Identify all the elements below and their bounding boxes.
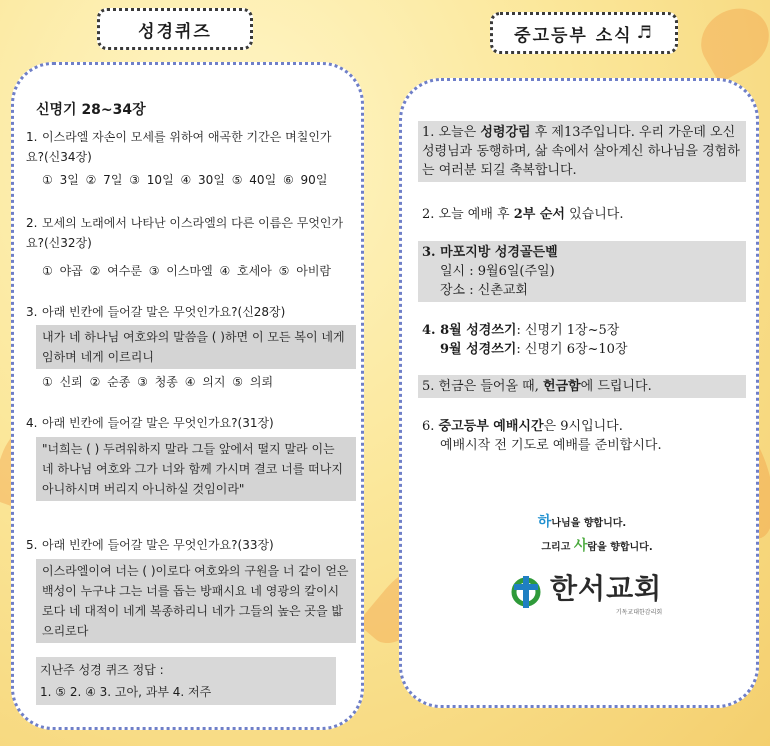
news-bold: 4. 8월 성경쓰기 [422,323,517,338]
news-text: 있습니다. [564,207,624,222]
news-text: 6. [422,419,439,434]
question-3 [26,302,346,322]
question-4 [26,413,346,433]
news-header-text: 중고등부 소식 [514,25,633,46]
question-text: 아래 빈칸에 들어갈 말은 무엇인가요?(33장) [42,538,274,552]
quiz-section-title: 신명기 28~34장 [36,102,146,118]
quiz-header [97,8,253,50]
news-item-3 [418,241,746,302]
quiz-panel [11,62,364,730]
quiz-header-text: 성경퀴즈 [138,21,212,42]
news-item-6 [422,417,742,455]
previous-answers [36,657,336,705]
answers-text: 1. ⑤ 2. ④ 3. 고아, 과부 4. 저주 [40,685,212,699]
church-logo [506,567,662,616]
question-2 [26,213,346,253]
news-text: 2. 오늘 예배 후 [422,207,514,222]
slogan-highlight: 하 [537,514,552,530]
question-3-quote: 내가 네 하나님 여호와의 말씀을 ( )하면 이 모든 복이 네게 임하며 네게 이르리니 [36,325,356,369]
news-text: 5. 헌금은 들어올 때, [422,379,543,394]
background-petal [690,0,770,83]
news-bold: 중고등부 예배시간 [438,419,544,434]
church-slogan [502,511,662,555]
news-bold: 헌금함 [542,379,581,394]
question-1 [26,127,346,167]
news-item-4 [422,321,742,359]
news-text: 1. 오늘은 [422,125,481,140]
question-text: 아래 빈칸에 들어갈 말은 무엇인가요?(신28장) [42,305,286,319]
news-bold: 성령강림 [480,125,531,140]
news-text: : 신명기 1장~5장 [516,323,620,338]
question-3-options: ① 신뢰 ② 순종 ③ 청종 ④ 의지 ⑤ 의뢰 [42,375,274,389]
slogan-highlight: 사 [573,538,588,554]
question-5 [26,535,346,555]
news-text: 에 드립니다. [580,379,652,394]
news-header [490,12,678,54]
question-text: 모세의 노래에서 나타난 이스라엘의 다른 이름은 무엇인가요?(신32장) [26,216,344,250]
church-name: 한서교회 [550,572,663,605]
church-denomination: 기독교대한감리회 [615,609,663,616]
news-text: 장소 : 신촌교회 [440,283,528,298]
answers-title: 지난주 성경 퀴즈 정답 : [40,663,164,677]
news-bold: 3. 마포지방 성경골든벨 [422,245,558,260]
question-number: 2. [26,216,38,230]
news-bold: 2부 순서 [513,207,565,222]
question-number: 4. [26,416,38,430]
news-bold: 9월 성경쓰기 [440,342,517,357]
slogan-text: 그리고 [541,542,574,553]
church-logo-icon [506,572,546,612]
news-item-2 [422,205,742,224]
question-text: 아래 빈칸에 들어갈 말은 무엇인가요?(31장) [42,416,274,430]
question-2-options: ① 야곱 ② 여수룬 ③ 이스마엘 ④ 호세아 ⑤ 아비람 [42,264,332,278]
question-5-quote: 이스라엘이여 너는 ( )이로다 여호와의 구원을 너 같이 얻은 백성이 누구냐 그는 너를 돕는 방패시요 네 영광의 칼이시로다 네 대적이 네게 복종하리니 네가 그들의 높은 곳을 밟으리로다 [36,559,356,643]
news-panel [399,78,759,708]
question-4-quote: "너희는 ( ) 두려워하지 말라 그들 앞에서 떨지 말라 이는 네 하나님 여호와 그가 너와 함께 가시며 결코 너를 떠나지 아니하시며 버리지 아니하실 것임이라" [36,437,356,501]
slogan-text: 람을 향합니다. [587,542,653,553]
music-note-icon: ♬ [636,23,654,43]
question-number: 5. [26,538,38,552]
news-text: 후 제13주입니다. 우리 가운데 오신 성령님과 동행하며, 삶 속에서 살아계신 하나님을 경험하는 여러분 되길 축복합니다. [422,125,740,178]
news-text: 일시 : 9월6일(주일) [440,264,555,279]
question-number: 3. [26,305,38,319]
question-number: 1. [26,130,38,144]
question-1-options: ① 3일 ② 7일 ③ 10일 ④ 30일 ⑤ 40일 ⑥ 90일 [42,173,328,187]
news-text: : 신명기 6장~10장 [516,342,628,357]
news-text: 예배시작 전 기도로 예배를 준비합시다. [440,438,662,453]
news-text: 은 9시입니다. [543,419,623,434]
news-item-5 [418,375,746,398]
question-text: 이스라엘 자손이 모세를 위하여 애곡한 기간은 며칠인가요?(신34장) [26,130,332,164]
news-item-1 [418,121,746,182]
slogan-text: 나님을 향합니다. [551,518,627,529]
